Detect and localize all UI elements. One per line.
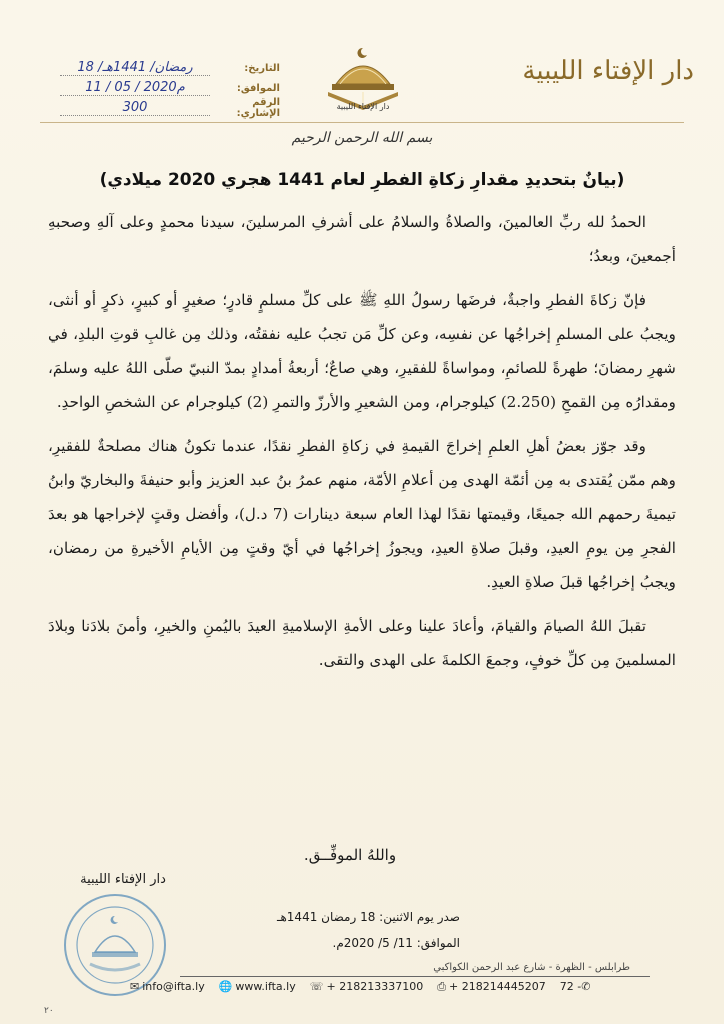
document-body (48, 205, 676, 687)
pobox-icon: ✆ (581, 980, 591, 993)
reference-value: 300 (60, 100, 210, 116)
issue-date-hijri: صدر يوم الاثنين: 18 رمضان 1441هـ (276, 910, 460, 924)
footer-fax-text: + 218214445207 (449, 980, 546, 993)
gregorian-date-label: الموافق: (236, 82, 280, 94)
mail-icon: ✉ (130, 980, 140, 993)
reference-row (40, 98, 280, 118)
footer-pobox-text: 72 - (559, 980, 582, 993)
paragraph-obligation: فإنّ زكاةَ الفطرِ واجبةٌ، فرضَها رسولُ اللهِ ﷺ على كلِّ مسلمٍ قادرٍ؛ صغيرٍ أو كبيرٍ، ذكرٍ أو أنثى، ويجبُ على المسلمِ إخراجُها عن نفسِه، وعن كلِّ مَن تجبُ عليه نفقتُه، وذلك مِن غالبِ قوتِ البلدِ، في شهرِ رمضانَ؛ طهرةً للصائمِ، ومواساةً للفقيرِ، وهي صاعٌ؛ أربعةُ أمدادٍ بمدّ النبيّ صلّى اللهُ عليه وسلمَ، ومقدارُه مِن القمحِ (2.250) كيلوجرام، ومن الشعيرِ والأرزّ والتمرِ (2) كيلوجرام عن الشخصِ الواحدِ. (48, 291, 676, 411)
hijri-date-row (40, 58, 280, 78)
footer-phone-text: + 218213337100 (326, 980, 424, 993)
hijri-date-label: التاريخ: (244, 62, 280, 74)
issue-info (220, 904, 460, 956)
gregorian-date-value: 11 / 05 / 2020م (60, 80, 210, 96)
footer-pobox (560, 980, 594, 994)
logo-caption: دار الإفتاء الليبية (336, 102, 390, 111)
footer-email-text: info@ifta.ly (142, 980, 205, 993)
footer-address: طرابلس - الظهرة - شارع عبد الرحمن الكواكبي (433, 962, 630, 973)
paragraph-cash-value: وقد جوّز بعضُ أهلِ العلمِ إخراجَ القيمةِ في زكاةِ الفطرِ نقدًا، عندما تكونُ هناك مصلحةٌ للفقيرِ، وهم ممّن يُقتدى به مِن أئمّة الهدى مِن أعلامِ الأمّة، منهم عمرُ بنُ عبد العزيز وأبو حنيفةَ والبخاريّ وابنُ تيميةَ رحمهم الله جميعًا، وقيمتها نقدًا لهذا العام سبعة دينارات (7 د.ل)، وأفضل وقتٍ لإخراجها هو بعدَ الفجرِ مِن يومِ العيدِ، وقبلَ صلاةِ العيدِ، ويجوزُ إخراجُها في أيّ وقتٍ مِن الأيامِ الأخيرةِ من رمضان، ويجبُ إخراجُها قبلَ صلاةِ العيدِ. (48, 437, 676, 591)
footer-fax (437, 980, 546, 994)
footer-phone (310, 980, 423, 994)
signature-name: دار الإفتاء الليبية (80, 872, 166, 887)
closing-line: واللهُ الموفِّــق. (303, 846, 397, 864)
header-divider (40, 122, 684, 123)
fax-icon: ⎙ (437, 980, 447, 993)
document-title: (بيانٌ بتحديدِ مقدارِ زكاةِ الفطرِ لعام 1441 هجري 2020 ميلادي) (99, 170, 625, 190)
globe-icon: 🌐 (218, 980, 233, 993)
document-meta (40, 58, 280, 118)
gregorian-date-row (40, 78, 280, 98)
footer-website[interactable] (219, 980, 296, 994)
paragraph-opening: الحمدُ لله ربِّ العالمينَ، والصلاةُ والسلامُ على أشرفِ المرسلينَ، سيدنا محمدٍ وعلى آلهِ وصحبهِ أجمعينَ، وبعدُ؛ (48, 213, 676, 265)
page-number: ٢٠ (44, 1006, 54, 1016)
footer-divider (180, 976, 650, 977)
reference-label: الرقم الإشاري: (236, 97, 280, 119)
hijri-date-value: 18 /رمضان/ 1441هـ (60, 60, 210, 76)
footer-website-text: www.ifta.ly (235, 980, 296, 993)
footer-contact (130, 980, 720, 994)
basmala: بسم الله الرحمن الرحيم (291, 130, 433, 146)
phone-icon: ☏ (309, 980, 324, 993)
org-name-logo-text: دار الإفتاء الليبية (522, 56, 694, 86)
footer-email[interactable] (130, 980, 205, 994)
paragraph-prayer: تقبلَ اللهُ الصيامَ والقيامَ، وأعادَ علينا وعلى الأمةِ الإسلاميةِ العيدَ باليُمنِ والخيرِ، وأمنَ بلادَنا وبلادَ المسلمينَ مِن كلِّ خوفٍ، وجمعَ الكلمةَ على الهدى والتقى. (48, 617, 676, 669)
issue-date-gregorian: الموافق: 11/ 5/ 2020م. (332, 936, 460, 950)
